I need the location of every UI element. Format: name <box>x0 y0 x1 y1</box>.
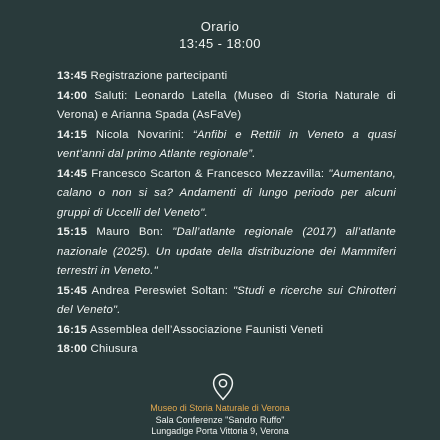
program-time: 14:45 <box>57 167 88 180</box>
venue-hall: Sala Conferenze "Sandro Ruffo" <box>155 414 285 425</box>
program-list <box>57 67 396 360</box>
program-item-talk-birds <box>57 165 396 224</box>
program-time: 14:00 <box>57 89 88 102</box>
program-time: 14:15 <box>57 128 88 141</box>
schedule-label: Orario <box>200 19 240 34</box>
program-text: Saluti: Leonardo Latella (Museo di Storia Naturale di Verona) e Arianna Spada (AsFaVe) <box>57 89 397 121</box>
program-item-closing <box>57 340 396 360</box>
program-talk-title: "Aumentano, calano o non si sa? Andamenti di lungo periodo per alcuni gruppi di Uccelli del Veneto". <box>57 167 396 219</box>
program-item-talk-mammals <box>57 223 396 282</box>
program-item-talk-bats <box>57 282 396 321</box>
program-time: 16:15 <box>57 323 88 336</box>
program-time: 18:00 <box>57 343 88 355</box>
program-item-registration <box>57 67 396 87</box>
program-talk-title: "Studi e ricerche sui Chirotteri del Veneto". <box>57 284 396 316</box>
venue-info <box>0 403 440 438</box>
location-pin-icon <box>212 373 234 401</box>
program-talk-title: "Dall’atlante regionale (2017) all’atlante nazionale (2025). Un update della distribuzione dei Mammiferi terrestri in Veneto." <box>57 226 396 277</box>
program-talk-title: “Anfibi e Rettili in Veneto a quasi vent’anni dal primo Atlante regionale”. <box>57 128 397 160</box>
program-item-greetings <box>57 87 396 126</box>
program-speaker: Mauro Bon: <box>96 226 164 238</box>
program-text: Assemblea dell’Associazione Faunisti Veneti <box>89 323 324 336</box>
program-time: 15:45 <box>57 284 88 297</box>
venue-address: Lungadige Porta Vittoria 9, Verona <box>151 426 289 436</box>
venue-museum: Museo di Storia Naturale di Verona <box>150 403 290 413</box>
program-speaker: Andrea Pereswiet Soltan: <box>91 284 228 297</box>
program-speaker: Francesco Scarton & Francesco Mezzavilla: <box>91 167 325 180</box>
program-time: 13:45 <box>57 70 88 82</box>
program-item-assembly <box>57 321 396 341</box>
schedule-header <box>0 18 440 52</box>
program-text: Registrazione partecipanti <box>90 70 228 82</box>
program-time: 15:15 <box>57 226 88 238</box>
program-speaker: Nicola Novarini: <box>95 128 185 141</box>
program-item-talk-amphibians <box>57 126 396 165</box>
schedule-time-range: 13:45 - 18:00 <box>179 36 261 51</box>
program-text: Chiusura <box>90 343 138 355</box>
